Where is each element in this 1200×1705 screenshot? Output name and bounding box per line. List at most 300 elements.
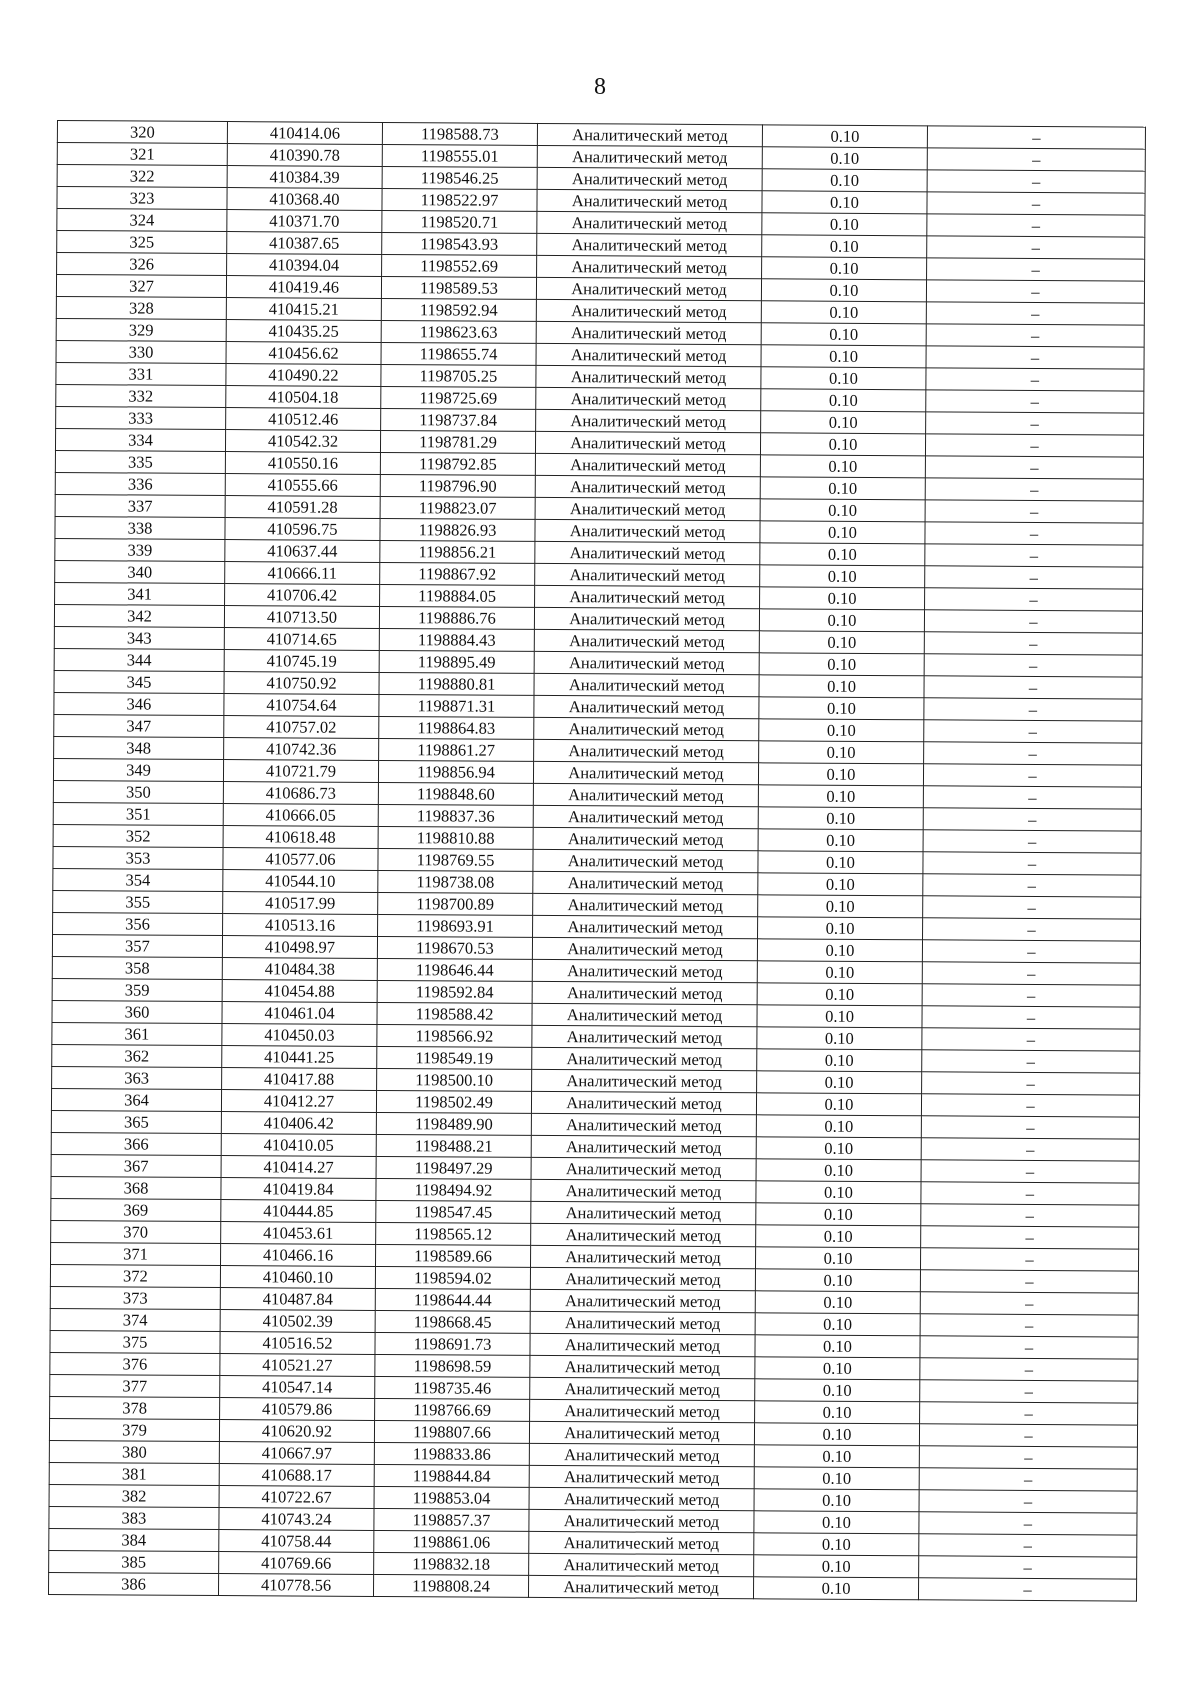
note-cell: – bbox=[921, 1138, 1139, 1161]
note-cell: – bbox=[923, 874, 1141, 897]
x-coordinate-cell: 410750.92 bbox=[224, 672, 379, 695]
point-number-cell: 373 bbox=[50, 1286, 220, 1309]
note-cell: – bbox=[920, 1336, 1138, 1359]
x-coordinate-cell: 410743.24 bbox=[219, 1508, 374, 1531]
note-cell: – bbox=[921, 1116, 1139, 1139]
y-coordinate-cell: 1198668.45 bbox=[375, 1310, 530, 1333]
note-cell: – bbox=[919, 1556, 1137, 1579]
accuracy-cell: 0.10 bbox=[754, 1423, 919, 1446]
method-cell: Аналитический метод bbox=[534, 717, 759, 740]
method-cell: Аналитический метод bbox=[533, 761, 758, 784]
point-number-cell: 385 bbox=[49, 1550, 219, 1573]
x-coordinate-cell: 410414.27 bbox=[221, 1156, 376, 1179]
x-coordinate-cell: 410721.79 bbox=[223, 760, 378, 783]
note-cell: – bbox=[927, 148, 1145, 171]
point-number-cell: 348 bbox=[54, 736, 224, 759]
point-number-cell: 336 bbox=[55, 472, 225, 495]
note-cell: – bbox=[922, 962, 1140, 985]
y-coordinate-cell: 1198589.53 bbox=[381, 276, 536, 299]
note-cell: – bbox=[920, 1380, 1138, 1403]
y-coordinate-cell: 1198522.97 bbox=[382, 188, 537, 211]
x-coordinate-cell: 410517.99 bbox=[223, 892, 378, 915]
x-coordinate-cell: 410498.97 bbox=[222, 936, 377, 959]
point-number-cell: 356 bbox=[53, 912, 223, 935]
y-coordinate-cell: 1198880.81 bbox=[379, 672, 534, 695]
note-cell: – bbox=[925, 456, 1143, 479]
note-cell: – bbox=[921, 1204, 1139, 1227]
accuracy-cell: 0.10 bbox=[756, 1115, 921, 1138]
accuracy-cell: 0.10 bbox=[759, 675, 924, 698]
method-cell: Аналитический метод bbox=[530, 1355, 755, 1378]
x-coordinate-cell: 410415.21 bbox=[226, 298, 381, 321]
x-coordinate-cell: 410512.46 bbox=[226, 408, 381, 431]
note-cell: – bbox=[922, 1072, 1140, 1095]
note-cell: – bbox=[924, 720, 1142, 743]
accuracy-cell: 0.10 bbox=[759, 741, 924, 764]
x-coordinate-cell: 410686.73 bbox=[223, 782, 378, 805]
note-cell: – bbox=[927, 126, 1145, 149]
x-coordinate-cell: 410521.27 bbox=[220, 1354, 375, 1377]
method-cell: Аналитический метод bbox=[534, 651, 759, 674]
method-cell: Аналитический метод bbox=[533, 805, 758, 828]
x-coordinate-cell: 410618.48 bbox=[223, 826, 378, 849]
point-number-cell: 366 bbox=[51, 1132, 221, 1155]
note-cell: – bbox=[923, 764, 1141, 787]
accuracy-cell: 0.10 bbox=[756, 1093, 921, 1116]
y-coordinate-cell: 1198766.69 bbox=[375, 1398, 530, 1421]
point-number-cell: 332 bbox=[56, 384, 226, 407]
note-cell: – bbox=[919, 1424, 1137, 1447]
point-number-cell: 325 bbox=[57, 231, 227, 254]
x-coordinate-cell: 410502.39 bbox=[220, 1310, 375, 1333]
x-coordinate-cell: 410555.66 bbox=[225, 474, 380, 497]
point-number-cell: 343 bbox=[54, 626, 224, 649]
point-number-cell: 369 bbox=[51, 1198, 221, 1221]
note-cell: – bbox=[921, 1160, 1139, 1183]
x-coordinate-cell: 410620.92 bbox=[219, 1420, 374, 1443]
y-coordinate-cell: 1198520.71 bbox=[382, 210, 537, 233]
accuracy-cell: 0.10 bbox=[759, 697, 924, 720]
y-coordinate-cell: 1198623.63 bbox=[381, 320, 536, 343]
method-cell: Аналитический метод bbox=[537, 145, 762, 168]
point-number-cell: 378 bbox=[50, 1396, 220, 1419]
x-coordinate-cell: 410713.50 bbox=[224, 606, 379, 629]
accuracy-cell: 0.10 bbox=[756, 1159, 921, 1182]
accuracy-cell: 0.10 bbox=[757, 1027, 922, 1050]
note-cell: – bbox=[920, 1358, 1138, 1381]
accuracy-cell: 0.10 bbox=[755, 1269, 920, 1292]
y-coordinate-cell: 1198826.93 bbox=[380, 518, 535, 541]
y-coordinate-cell: 1198546.25 bbox=[382, 166, 537, 189]
method-cell: Аналитический метод bbox=[533, 915, 758, 938]
method-cell: Аналитический метод bbox=[531, 1135, 756, 1158]
y-coordinate-cell: 1198555.01 bbox=[382, 144, 537, 167]
accuracy-cell: 0.10 bbox=[759, 719, 924, 742]
y-coordinate-cell: 1198781.29 bbox=[380, 430, 535, 453]
accuracy-cell: 0.10 bbox=[758, 851, 923, 874]
method-cell: Аналитический метод bbox=[532, 1069, 757, 1092]
method-cell: Аналитический метод bbox=[536, 321, 761, 344]
method-cell: Аналитический метод bbox=[530, 1245, 755, 1268]
note-cell: – bbox=[921, 1226, 1139, 1249]
x-coordinate-cell: 410637.44 bbox=[225, 540, 380, 563]
method-cell: Аналитический метод bbox=[529, 1421, 754, 1444]
x-coordinate-cell: 410513.16 bbox=[223, 914, 378, 937]
point-number-cell: 375 bbox=[50, 1330, 220, 1353]
x-coordinate-cell: 410456.62 bbox=[226, 342, 381, 365]
x-coordinate-cell: 410769.66 bbox=[219, 1552, 374, 1575]
x-coordinate-cell: 410706.42 bbox=[225, 584, 380, 607]
method-cell: Аналитический метод bbox=[537, 255, 762, 278]
point-number-cell: 374 bbox=[50, 1308, 220, 1331]
y-coordinate-cell: 1198864.83 bbox=[379, 716, 534, 739]
accuracy-cell: 0.10 bbox=[754, 1533, 919, 1556]
y-coordinate-cell: 1198867.92 bbox=[380, 562, 535, 585]
accuracy-cell: 0.10 bbox=[762, 169, 927, 192]
note-cell: – bbox=[923, 808, 1141, 831]
point-number-cell: 368 bbox=[51, 1176, 221, 1199]
y-coordinate-cell: 1198737.84 bbox=[381, 408, 536, 431]
y-coordinate-cell: 1198853.04 bbox=[374, 1486, 529, 1509]
y-coordinate-cell: 1198705.25 bbox=[381, 364, 536, 387]
point-number-cell: 349 bbox=[53, 758, 223, 781]
accuracy-cell: 0.10 bbox=[759, 631, 924, 654]
method-cell: Аналитический метод bbox=[536, 365, 761, 388]
accuracy-cell: 0.10 bbox=[754, 1489, 919, 1512]
accuracy-cell: 0.10 bbox=[760, 455, 925, 478]
point-number-cell: 372 bbox=[50, 1264, 220, 1287]
x-coordinate-cell: 410441.25 bbox=[222, 1046, 377, 1069]
note-cell: – bbox=[918, 1578, 1136, 1601]
method-cell: Аналитический метод bbox=[529, 1465, 754, 1488]
note-cell: – bbox=[923, 852, 1141, 875]
y-coordinate-cell: 1198592.84 bbox=[377, 980, 532, 1003]
point-number-cell: 381 bbox=[49, 1462, 219, 1485]
accuracy-cell: 0.10 bbox=[760, 543, 925, 566]
x-coordinate-cell: 410453.61 bbox=[221, 1222, 376, 1245]
y-coordinate-cell: 1198494.92 bbox=[376, 1178, 531, 1201]
accuracy-cell: 0.10 bbox=[755, 1313, 920, 1336]
method-cell: Аналитический метод bbox=[530, 1333, 755, 1356]
note-cell: – bbox=[926, 368, 1144, 391]
point-number-cell: 328 bbox=[56, 296, 226, 319]
y-coordinate-cell: 1198588.73 bbox=[382, 122, 537, 145]
note-cell: – bbox=[926, 390, 1144, 413]
y-coordinate-cell: 1198792.85 bbox=[380, 452, 535, 475]
accuracy-cell: 0.10 bbox=[760, 499, 925, 522]
point-number-cell: 383 bbox=[49, 1506, 219, 1529]
note-cell: – bbox=[920, 1270, 1138, 1293]
accuracy-cell: 0.10 bbox=[761, 279, 926, 302]
y-coordinate-cell: 1198769.55 bbox=[378, 848, 533, 871]
y-coordinate-cell: 1198861.27 bbox=[379, 738, 534, 761]
note-cell: – bbox=[921, 1094, 1139, 1117]
x-coordinate-cell: 410757.02 bbox=[224, 716, 379, 739]
method-cell: Аналитический метод bbox=[531, 1157, 756, 1180]
point-number-cell: 321 bbox=[57, 143, 227, 166]
note-cell: – bbox=[924, 742, 1142, 765]
point-number-cell: 335 bbox=[55, 450, 225, 473]
point-number-cell: 370 bbox=[51, 1220, 221, 1243]
note-cell: – bbox=[920, 1402, 1138, 1425]
x-coordinate-cell: 410667.97 bbox=[219, 1442, 374, 1465]
accuracy-cell: 0.10 bbox=[758, 873, 923, 896]
accuracy-cell: 0.10 bbox=[755, 1401, 920, 1424]
accuracy-cell: 0.10 bbox=[756, 1203, 921, 1226]
accuracy-cell: 0.10 bbox=[754, 1467, 919, 1490]
x-coordinate-cell: 410758.44 bbox=[219, 1530, 374, 1553]
y-coordinate-cell: 1198670.53 bbox=[377, 936, 532, 959]
method-cell: Аналитический метод bbox=[536, 409, 761, 432]
note-cell: – bbox=[925, 588, 1143, 611]
accuracy-cell: 0.10 bbox=[756, 1225, 921, 1248]
note-cell: – bbox=[920, 1314, 1138, 1337]
method-cell: Аналитический метод bbox=[532, 981, 757, 1004]
x-coordinate-cell: 410368.40 bbox=[227, 188, 382, 211]
point-number-cell: 322 bbox=[57, 165, 227, 188]
method-cell: Аналитический метод bbox=[530, 1311, 755, 1334]
accuracy-cell: 0.10 bbox=[761, 323, 926, 346]
y-coordinate-cell: 1198884.43 bbox=[379, 628, 534, 651]
point-number-cell: 324 bbox=[57, 209, 227, 232]
y-coordinate-cell: 1198592.94 bbox=[381, 298, 536, 321]
point-number-cell: 361 bbox=[52, 1022, 222, 1045]
point-number-cell: 323 bbox=[57, 187, 227, 210]
point-number-cell: 351 bbox=[53, 802, 223, 825]
method-cell: Аналитический метод bbox=[536, 277, 761, 300]
accuracy-cell: 0.10 bbox=[762, 191, 927, 214]
point-number-cell: 362 bbox=[52, 1044, 222, 1067]
point-number-cell: 380 bbox=[49, 1440, 219, 1463]
note-cell: – bbox=[922, 1028, 1140, 1051]
y-coordinate-cell: 1198646.44 bbox=[377, 958, 532, 981]
note-cell: – bbox=[923, 830, 1141, 853]
accuracy-cell: 0.10 bbox=[757, 1071, 922, 1094]
accuracy-cell: 0.10 bbox=[753, 1577, 918, 1600]
y-coordinate-cell: 1198738.08 bbox=[378, 870, 533, 893]
note-cell: – bbox=[919, 1512, 1137, 1535]
point-number-cell: 333 bbox=[56, 406, 226, 429]
x-coordinate-cell: 410504.18 bbox=[226, 386, 381, 409]
y-coordinate-cell: 1198807.66 bbox=[374, 1420, 529, 1443]
note-cell: – bbox=[924, 698, 1142, 721]
method-cell: Аналитический метод bbox=[533, 893, 758, 916]
method-cell: Аналитический метод bbox=[535, 453, 760, 476]
point-number-cell: 363 bbox=[52, 1066, 222, 1089]
y-coordinate-cell: 1198884.05 bbox=[380, 584, 535, 607]
accuracy-cell: 0.10 bbox=[761, 345, 926, 368]
y-coordinate-cell: 1198871.31 bbox=[379, 694, 534, 717]
note-cell: – bbox=[926, 324, 1144, 347]
accuracy-cell: 0.10 bbox=[758, 829, 923, 852]
y-coordinate-cell: 1198543.93 bbox=[382, 232, 537, 255]
point-number-cell: 360 bbox=[52, 1000, 222, 1023]
point-number-cell: 384 bbox=[49, 1528, 219, 1551]
y-coordinate-cell: 1198844.84 bbox=[374, 1464, 529, 1487]
method-cell: Аналитический метод bbox=[533, 849, 758, 872]
accuracy-cell: 0.10 bbox=[759, 653, 924, 676]
point-number-cell: 327 bbox=[56, 275, 226, 298]
y-coordinate-cell: 1198589.66 bbox=[376, 1244, 531, 1267]
accuracy-cell: 0.10 bbox=[755, 1291, 920, 1314]
accuracy-cell: 0.10 bbox=[754, 1445, 919, 1468]
accuracy-cell: 0.10 bbox=[761, 301, 926, 324]
x-coordinate-cell: 410417.88 bbox=[222, 1068, 377, 1091]
accuracy-cell: 0.10 bbox=[754, 1555, 919, 1578]
accuracy-cell: 0.10 bbox=[762, 147, 927, 170]
x-coordinate-cell: 410666.11 bbox=[225, 562, 380, 585]
y-coordinate-cell: 1198489.90 bbox=[376, 1112, 531, 1135]
page-number: 8 bbox=[594, 74, 606, 100]
method-cell: Аналитический метод bbox=[532, 1047, 757, 1070]
accuracy-cell: 0.10 bbox=[757, 1005, 922, 1028]
y-coordinate-cell: 1198895.49 bbox=[379, 650, 534, 673]
x-coordinate-cell: 410435.25 bbox=[226, 320, 381, 343]
y-coordinate-cell: 1198886.76 bbox=[379, 606, 534, 629]
note-cell: – bbox=[924, 676, 1142, 699]
y-coordinate-cell: 1198549.19 bbox=[377, 1046, 532, 1069]
note-cell: – bbox=[922, 984, 1140, 1007]
point-number-cell: 341 bbox=[55, 582, 225, 605]
accuracy-cell: 0.10 bbox=[762, 125, 927, 148]
note-cell: – bbox=[924, 632, 1142, 655]
point-number-cell: 334 bbox=[55, 428, 225, 451]
point-number-cell: 345 bbox=[54, 670, 224, 693]
x-coordinate-cell: 410454.88 bbox=[222, 980, 377, 1003]
accuracy-cell: 0.10 bbox=[757, 939, 922, 962]
y-coordinate-cell: 1198856.21 bbox=[380, 540, 535, 563]
note-cell: – bbox=[922, 1050, 1140, 1073]
y-coordinate-cell: 1198861.06 bbox=[374, 1530, 529, 1553]
point-number-cell: 350 bbox=[53, 780, 223, 803]
point-number-cell: 346 bbox=[54, 692, 224, 715]
y-coordinate-cell: 1198796.90 bbox=[380, 474, 535, 497]
x-coordinate-cell: 410390.78 bbox=[227, 144, 382, 167]
point-number-cell: 353 bbox=[53, 846, 223, 869]
y-coordinate-cell: 1198502.49 bbox=[376, 1090, 531, 1113]
point-number-cell: 358 bbox=[52, 956, 222, 979]
y-coordinate-cell: 1198552.69 bbox=[382, 254, 537, 277]
y-coordinate-cell: 1198700.89 bbox=[378, 892, 533, 915]
note-cell: – bbox=[923, 786, 1141, 809]
note-cell: – bbox=[927, 214, 1145, 237]
method-cell: Аналитический метод bbox=[535, 585, 760, 608]
note-cell: – bbox=[925, 500, 1143, 523]
method-cell: Аналитический метод bbox=[536, 343, 761, 366]
accuracy-cell: 0.10 bbox=[762, 213, 927, 236]
note-cell: – bbox=[927, 236, 1145, 259]
note-cell: – bbox=[919, 1446, 1137, 1469]
accuracy-cell: 0.10 bbox=[760, 565, 925, 588]
y-coordinate-cell: 1198856.94 bbox=[378, 760, 533, 783]
accuracy-cell: 0.10 bbox=[756, 1181, 921, 1204]
y-coordinate-cell: 1198808.24 bbox=[373, 1574, 528, 1597]
point-number-cell: 355 bbox=[53, 890, 223, 913]
y-coordinate-cell: 1198594.02 bbox=[375, 1266, 530, 1289]
y-coordinate-cell: 1198833.86 bbox=[374, 1442, 529, 1465]
x-coordinate-cell: 410591.28 bbox=[225, 496, 380, 519]
accuracy-cell: 0.10 bbox=[756, 1137, 921, 1160]
y-coordinate-cell: 1198691.73 bbox=[375, 1332, 530, 1355]
method-cell: Аналитический метод bbox=[534, 629, 759, 652]
accuracy-cell: 0.10 bbox=[759, 609, 924, 632]
table-body bbox=[48, 121, 1145, 1602]
accuracy-cell: 0.10 bbox=[754, 1511, 919, 1534]
method-cell: Аналитический метод bbox=[532, 1003, 757, 1026]
method-cell: Аналитический метод bbox=[530, 1377, 755, 1400]
method-cell: Аналитический метод bbox=[535, 541, 760, 564]
method-cell: Аналитический метод bbox=[529, 1443, 754, 1466]
x-coordinate-cell: 410406.42 bbox=[221, 1112, 376, 1135]
accuracy-cell: 0.10 bbox=[760, 521, 925, 544]
accuracy-cell: 0.10 bbox=[762, 235, 927, 258]
method-cell: Аналитический метод bbox=[535, 431, 760, 454]
point-number-cell: 347 bbox=[54, 714, 224, 737]
method-cell: Аналитический метод bbox=[530, 1289, 755, 1312]
note-cell: – bbox=[919, 1468, 1137, 1491]
note-cell: – bbox=[926, 412, 1144, 435]
method-cell: Аналитический метод bbox=[537, 189, 762, 212]
accuracy-cell: 0.10 bbox=[755, 1357, 920, 1380]
x-coordinate-cell: 410460.10 bbox=[220, 1266, 375, 1289]
note-cell: – bbox=[926, 280, 1144, 303]
y-coordinate-cell: 1198566.92 bbox=[377, 1024, 532, 1047]
note-cell: – bbox=[927, 192, 1145, 215]
y-coordinate-cell: 1198725.69 bbox=[381, 386, 536, 409]
point-number-cell: 338 bbox=[55, 516, 225, 539]
x-coordinate-cell: 410384.39 bbox=[227, 166, 382, 189]
y-coordinate-cell: 1198857.37 bbox=[374, 1508, 529, 1531]
x-coordinate-cell: 410414.06 bbox=[227, 122, 382, 145]
method-cell: Аналитический метод bbox=[535, 475, 760, 498]
x-coordinate-cell: 410544.10 bbox=[223, 870, 378, 893]
coordinates-table bbox=[48, 120, 1146, 1602]
method-cell: Аналитический метод bbox=[531, 1223, 756, 1246]
method-cell: Аналитический метод bbox=[536, 387, 761, 410]
method-cell: Аналитический метод bbox=[529, 1509, 754, 1532]
method-cell: Аналитический метод bbox=[530, 1267, 755, 1290]
point-number-cell: 337 bbox=[55, 494, 225, 517]
method-cell: Аналитический метод bbox=[533, 783, 758, 806]
note-cell: – bbox=[924, 654, 1142, 677]
y-coordinate-cell: 1198698.59 bbox=[375, 1354, 530, 1377]
x-coordinate-cell: 410444.85 bbox=[221, 1200, 376, 1223]
note-cell: – bbox=[927, 258, 1145, 281]
method-cell: Аналитический метод bbox=[528, 1575, 753, 1598]
point-number-cell: 367 bbox=[51, 1154, 221, 1177]
point-number-cell: 382 bbox=[49, 1484, 219, 1507]
accuracy-cell: 0.10 bbox=[758, 895, 923, 918]
method-cell: Аналитический метод bbox=[531, 1091, 756, 1114]
x-coordinate-cell: 410722.67 bbox=[219, 1486, 374, 1509]
x-coordinate-cell: 410461.04 bbox=[222, 1002, 377, 1025]
x-coordinate-cell: 410516.52 bbox=[220, 1332, 375, 1355]
method-cell: Аналитический метод bbox=[531, 1201, 756, 1224]
x-coordinate-cell: 410688.17 bbox=[219, 1464, 374, 1487]
accuracy-cell: 0.10 bbox=[760, 433, 925, 456]
y-coordinate-cell: 1198837.36 bbox=[378, 804, 533, 827]
note-cell: – bbox=[925, 522, 1143, 545]
x-coordinate-cell: 410387.65 bbox=[227, 232, 382, 255]
point-number-cell: 379 bbox=[49, 1418, 219, 1441]
method-cell: Аналитический метод bbox=[529, 1487, 754, 1510]
accuracy-cell: 0.10 bbox=[758, 785, 923, 808]
y-coordinate-cell: 1198655.74 bbox=[381, 342, 536, 365]
point-number-cell: 377 bbox=[50, 1374, 220, 1397]
x-coordinate-cell: 410778.56 bbox=[218, 1574, 373, 1597]
accuracy-cell: 0.10 bbox=[757, 961, 922, 984]
note-cell: – bbox=[923, 896, 1141, 919]
